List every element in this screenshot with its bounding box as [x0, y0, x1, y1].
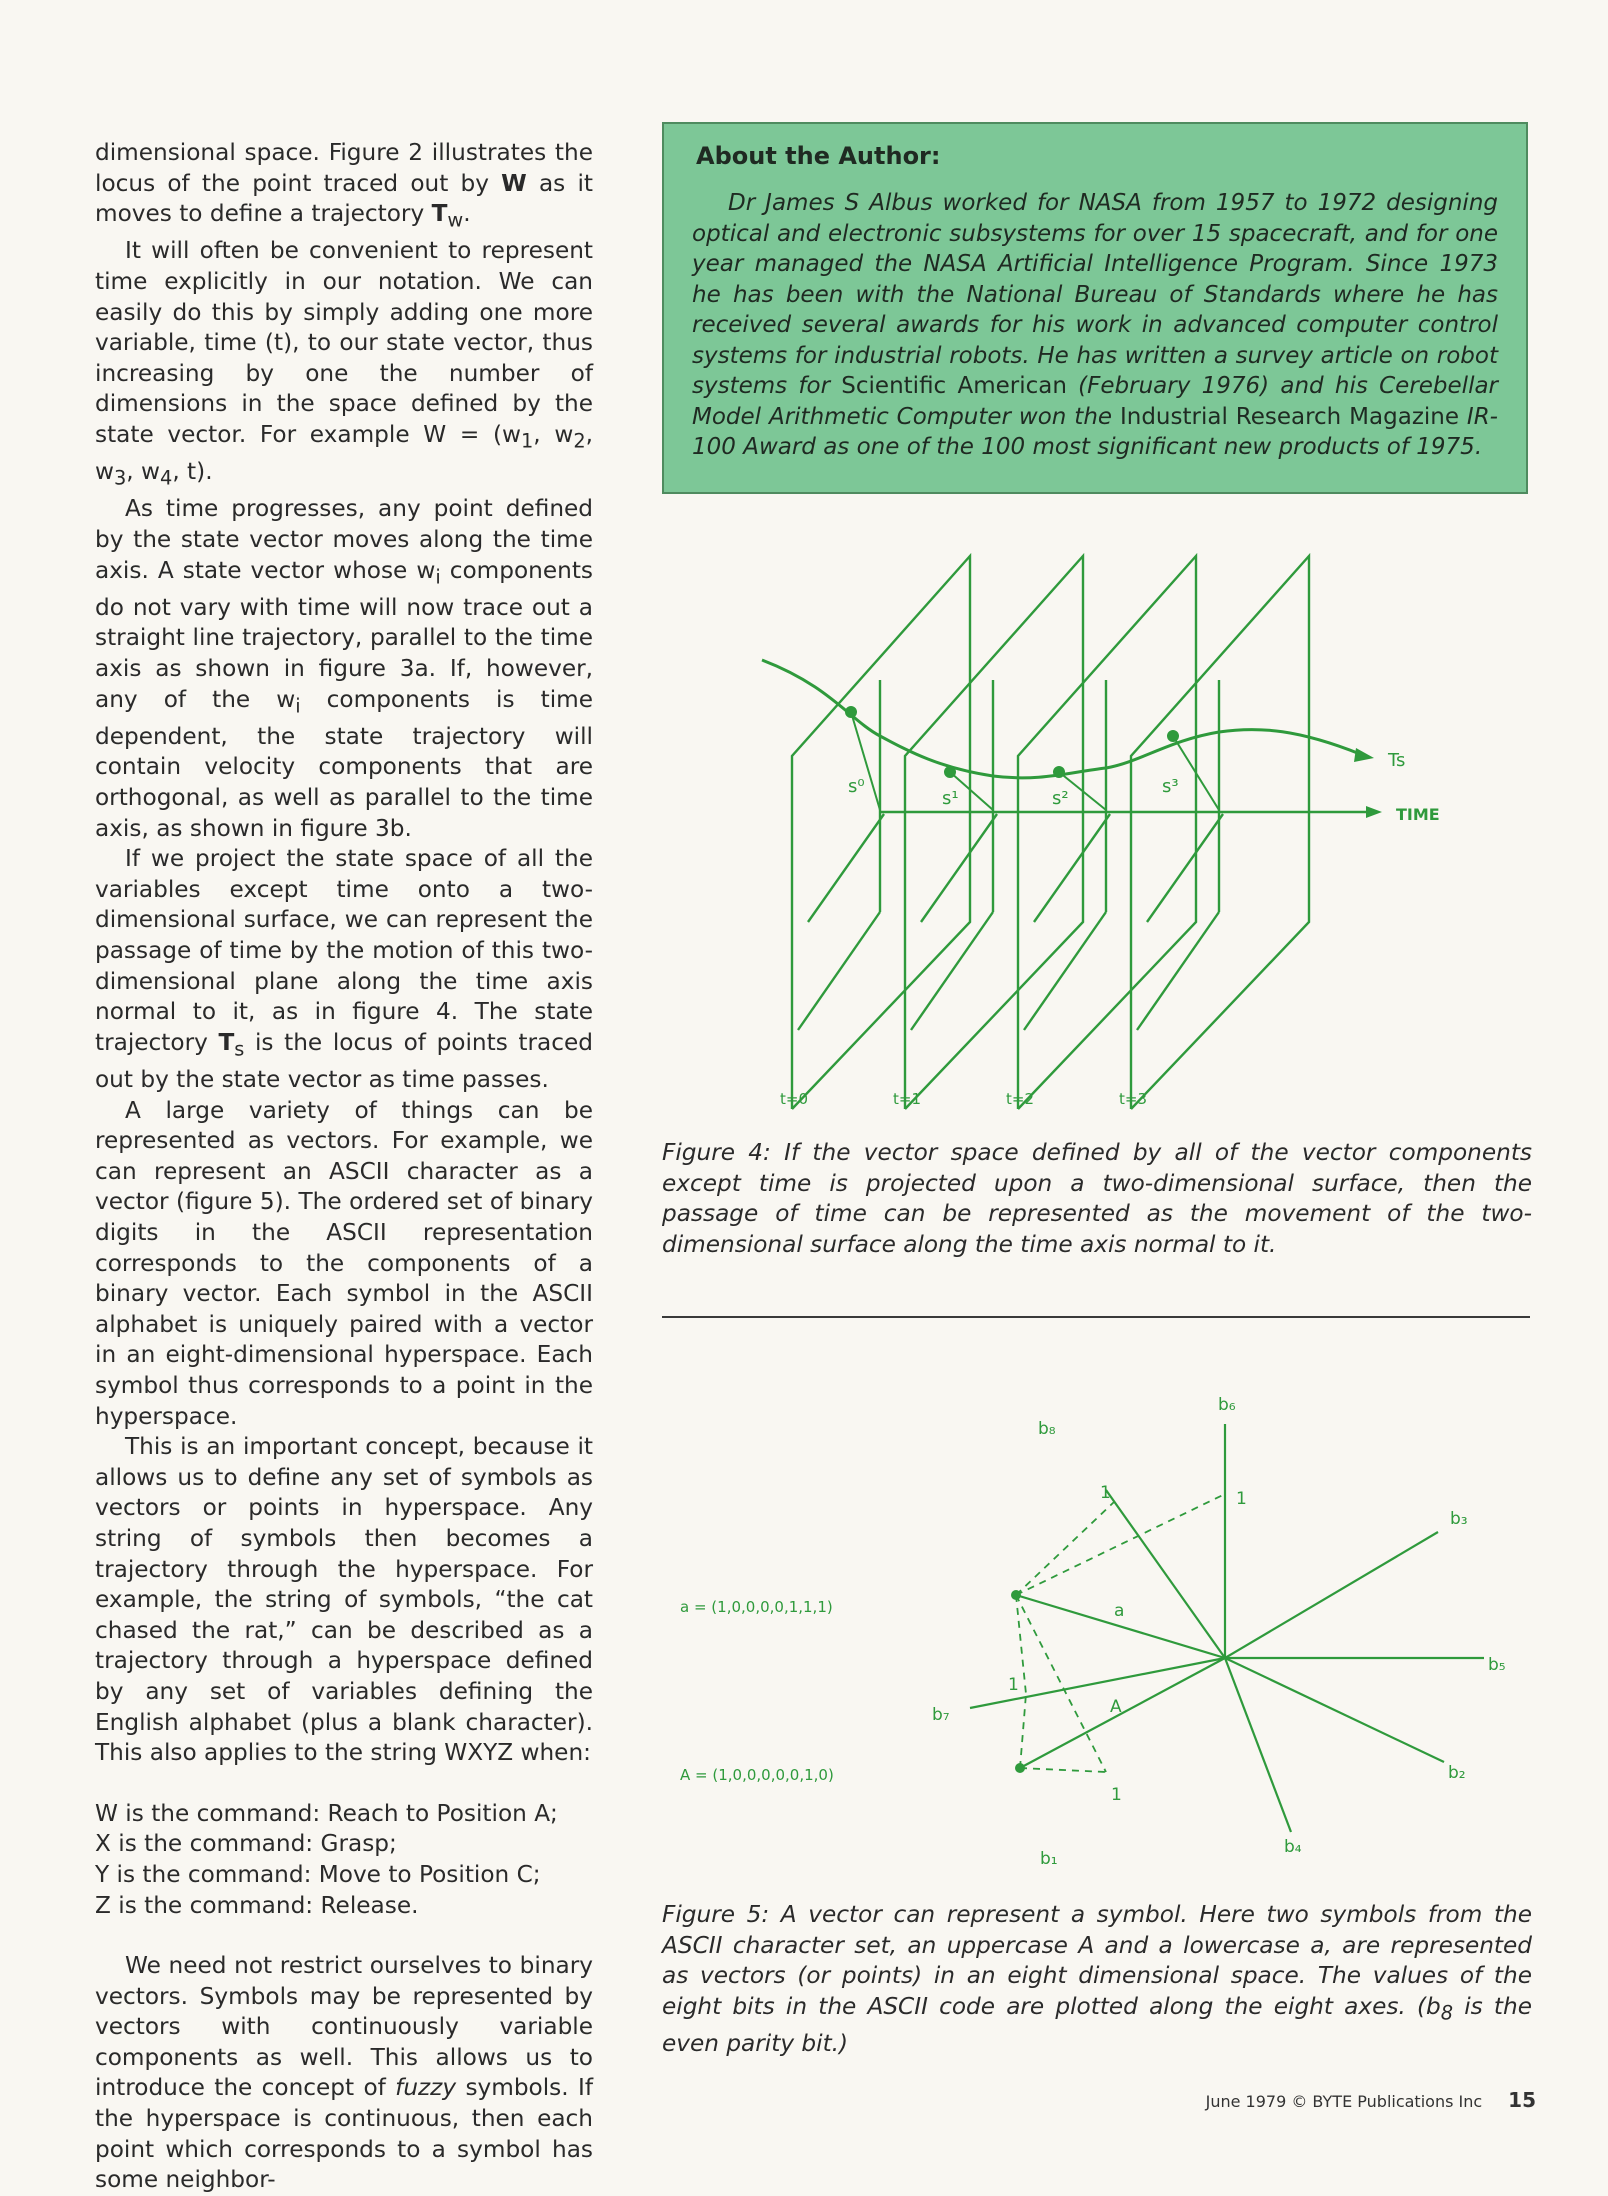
state-label-s0: s⁰ — [848, 776, 865, 797]
figure-4-diagram — [740, 540, 1440, 1120]
state-label-s2: s² — [1052, 788, 1069, 809]
bit-one-b6: 1 — [1236, 1489, 1247, 1509]
tick-t1: t=1 — [893, 1090, 921, 1108]
command-z: Z is the command: Release. — [95, 1891, 419, 1919]
plane-t0 — [792, 556, 970, 1109]
tick-t0: t=0 — [780, 1090, 808, 1108]
axis-label-b2: b₂ — [1448, 1763, 1466, 1783]
axis-b8 — [1106, 1490, 1225, 1658]
time-label: TIME — [1396, 805, 1440, 824]
footer-credit: June 1979 © BYTE Publications Inc — [1205, 2092, 1483, 2111]
tick-t3: t=3 — [1119, 1090, 1147, 1108]
point-a — [1011, 1590, 1021, 1600]
point-A-label: A — [1110, 1697, 1122, 1717]
trajectory-arrow-icon — [1354, 748, 1374, 762]
paragraph-2: It will often be convenient to represent time explicitly in our notation. We can easily do this by simply adding one more variable, time (t), to our state vector, thus increasing by one the number of dimensions in the space defined by the state vector. For example $W = (w_1$, $w_2$, $w_3$, $w_4$, t). — [95, 237, 593, 490]
axis-label-b7: b₇ — [932, 1705, 950, 1725]
command-w: W is the command: Reach to Position A; — [95, 1799, 558, 1827]
time-axis-arrow-icon — [1366, 806, 1382, 818]
figure-divider — [662, 1316, 1530, 1318]
command-y: Y is the command: Move to Position C; — [95, 1860, 541, 1888]
bit-one-b8: 1 — [1100, 1483, 1111, 1503]
point-a-label: a — [1114, 1601, 1125, 1621]
paragraph-1: dimensional space. Figure 2 illustrates the locus of the point traced out by W as it moves to define a trajectory $T_w$. — [95, 139, 593, 232]
vector-a-label: a = (1,0,0,0,0,1,1,1) — [680, 1598, 833, 1616]
about-author-text: Dr James S Albus worked for NASA from 1957 to 1972 designing optical and electronic subsystems for over 15 spacecraft, and for one year managed the NASA Artificial Intelligence Program. Since 1973 he has been with the National Bureau of Standards where he has received several awards for his work in advanced computer control systems for industrial robots. He has written a survey article on robot systems for Scientific American (February 1976) and his Cerebellar Model Arithmetic Computer won the Industrial Research Magazine IR-100 Award as one of the 100 most significant new products of 1975. — [692, 190, 1499, 460]
about-author-box — [662, 122, 1528, 494]
figure-4-caption: Figure 4: If the vector space defined by all of the vector components except time is projected upon a two-dimensional surface, then the passage of time can be represented as the movement of the two-dimensional surface along the time axis normal to it. — [662, 1139, 1532, 1258]
plane-t3 — [1131, 556, 1309, 1109]
article-body-column — [95, 138, 593, 2196]
state-label-s1: s¹ — [942, 788, 959, 809]
figure-5-diagram — [662, 1380, 1532, 1880]
paragraph-6: This is an important concept, because it allows us to define any set of symbols as vectors or points in hyperspace. Any string of symbols then becomes a trajectory through the hyperspace. For example, the string of symbols, “the cat chased the rat,” can be described as a trajectory through a hyperspace defined by any set of variables defining the English alphabet (plus a blank character). This also applies to the string WXYZ when: — [95, 1433, 593, 1767]
figure-5-caption: Figure 5: A vector can represent a symbol. Here two symbols from the ASCII character set, an uppercase A and a lowercase a, are represented as vectors (or points) in an eight dimensional space. The values of the eight bits in the ASCII code are plotted along the eight axes. ($b_8$ is the even parity bit.) — [662, 1901, 1532, 2057]
paragraph-7: We need not restrict ourselves to binary vectors. Symbols may be represented by vectors with continuously variable components as well. This allows us to introduce the concept of fuzzy symbols. If the hyperspace is continuous, then each point which corresponds to a symbol has some neighbor- — [95, 1952, 593, 2194]
plane-t1 — [905, 556, 1083, 1109]
projection-lines — [1016, 1494, 1225, 1772]
axis-label-b5: b₅ — [1488, 1655, 1506, 1675]
state-trajectory-ts — [762, 660, 1360, 778]
bit-one-b7: 1 — [1008, 1675, 1019, 1695]
page-footer — [1206, 2088, 1536, 2112]
axis-label-b4: b₄ — [1284, 1837, 1302, 1857]
vector-A — [1020, 1658, 1225, 1768]
axis-label-b8: b₈ — [1038, 1419, 1056, 1439]
state-label-s3: s³ — [1162, 776, 1179, 797]
vector-A-label: A = (1,0,0,0,0,0,1,0) — [680, 1766, 834, 1784]
about-author-heading: About the Author: — [696, 142, 941, 170]
command-x: X is the command: Grasp; — [95, 1830, 397, 1858]
point-A — [1015, 1763, 1025, 1773]
ts-label: Ts — [1388, 750, 1406, 771]
axis-label-b6: b₆ — [1218, 1395, 1236, 1415]
paragraph-3: As time progresses, any point defined by the state vector moves along the time axis. A state vector whose $w_i$ components do not vary with time will now trace out a straight line trajectory, parallel to the time axis as shown in figure 3a. If, however, any of the $w_i$ components is time dependent, the state trajectory will contain velocity components that are orthogonal, as well as parallel to the time axis, as shown in figure 3b. — [95, 495, 594, 842]
axis-label-b3: b₃ — [1450, 1509, 1468, 1529]
tick-t2: t=2 — [1006, 1090, 1034, 1108]
page-number: 15 — [1508, 2088, 1536, 2112]
paragraph-4: If we project the state space of all the variables except time onto a two-dimensional surface, we can represent the passage of time by the motion of this two-dimensional plane along the time axis normal to it, as in figure 4. The state trajectory $T_s$ is the locus of points traced out by the state vector as time passes. — [95, 845, 593, 1094]
bit-one-b1: 1 — [1111, 1785, 1122, 1805]
plane-t2 — [1018, 556, 1196, 1109]
axis-label-b1: b₁ — [1040, 1849, 1058, 1869]
axis-b3 — [1225, 1532, 1438, 1658]
paragraph-5: A large variety of things can be represented as vectors. For example, we can represent an ASCII character as a vector (figure 5). The ordered set of binary digits in the ASCII representation corresponds to the components of a binary vector. Each symbol in the ASCII alphabet is uniquely paired with a vector in an eight-dimensional hyperspace. Each symbol thus corresponds to a point in the hyperspace. — [95, 1096, 593, 1430]
